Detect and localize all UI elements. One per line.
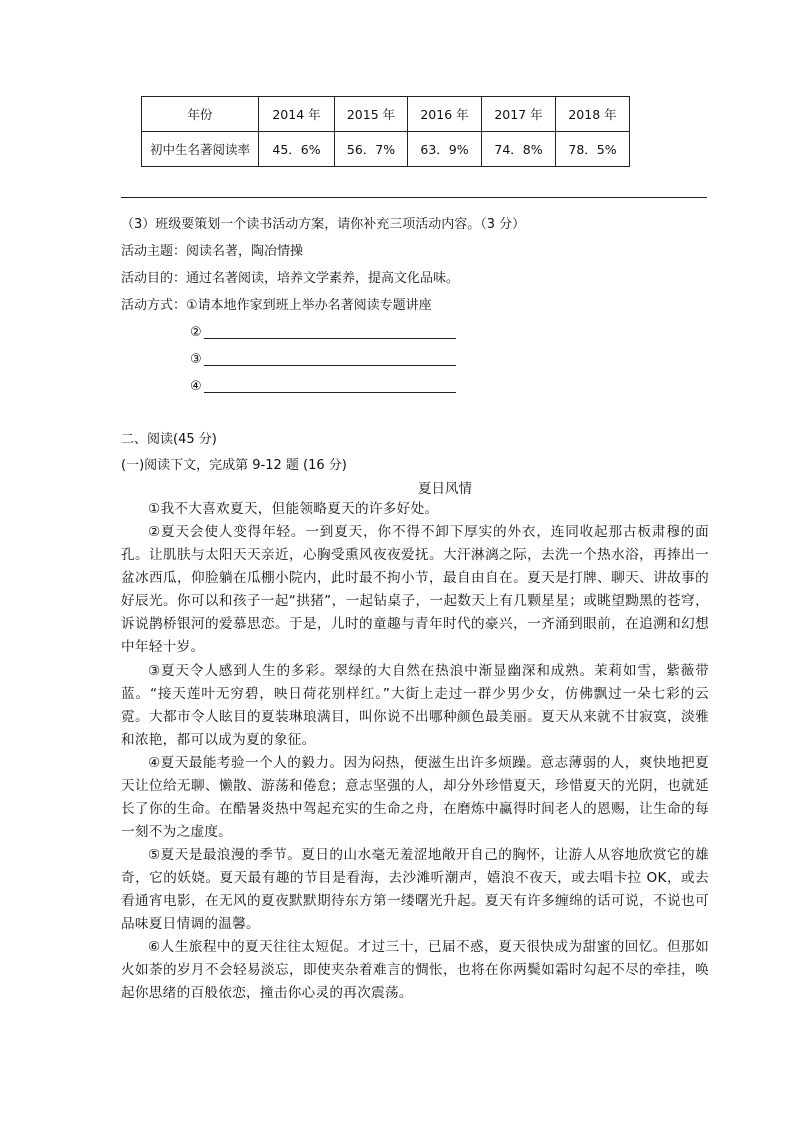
question-3-prompt: （3）班级要策划一个读书活动方案，请你补充三项活动内容。（3 分）: [121, 217, 526, 232]
table-cell: 63．9%: [408, 132, 482, 167]
article-paragraph-5: ⑤夏天是最浪漫的季节。夏日的山水毫无羞涩地敞开自己的胸怀，让游人从容地欣赏它的雄奇，它的妖娆。夏天最有趣的节目是看海，去沙滩听潮声，嬉浪不夜天，或去唱卡拉 OK，或去看通宵电影，在无风的夏夜默默期待东方第一缕曙光升起。夏天有许多缠绵的话可说，不说也可品味夏日情调的温馨。: [121, 847, 709, 932]
section-2-heading: 二、阅读(45 分): [121, 432, 217, 447]
section-divider: [121, 197, 707, 198]
article-paragraph-4: ④夏天最能考验一个人的毅力。因为闷热，便滋生出许多烦躁。意志薄弱的人，爽快地把夏天让位给无聊、懒散、游荡和倦怠；意志坚强的人，却分外珍惜夏天，珍惜夏天的光阴，也就延长了你的生命。在酷暑炎热中驾起充实的生命之舟，在磨炼中赢得时间老人的恩赐，让生命的每一刻不为之虚度。: [121, 755, 709, 840]
table-cell: 初中生名著阅读率: [142, 132, 259, 167]
article-paragraph-2: ②夏天会使人变得年轻。一到夏天，你不得不卸下厚实的外衣，连同收起那古板肃穆的面孔。让肌肤与太阳天天亲近，心胸受熏风夜夜爱抚。大汗淋漓之际，去洗一个热水浴，再捧出一盆冰西瓜，仰脸躺在瓜棚小院内，此时最不拘小节，最自由自在。夏天是打牌、聊天、讲故事的好辰光。你可以和孩子一起“拱猪”，一起钻桌子，一起数天上有几颗星星；或眺望黝黑的苍穹，诉说鹊桥银河的爱慕思恋。于是，儿时的童趣与青年时代的豪兴，一齐涌到眼前，在追溯和幻想中年轻十岁。: [121, 524, 709, 655]
table-header-row: [142, 97, 630, 132]
blank-marker-4: ④: [190, 379, 202, 394]
article-paragraph-6: ⑥人生旅程中的夏天往往太短促。才过三十，已届不惑，夏天很快成为甜蜜的回忆。但那如火如荼的岁月不会轻易淡忘，即使夹杂着难言的惆怅，也将在你两鬓如霜时勾起不尽的牵挂，唤起你思绪的百般依恋，撞击你心灵的再次震荡。: [121, 939, 709, 1001]
answer-blank-3[interactable]: [204, 365, 456, 366]
table-cell: 78．5%: [556, 132, 630, 167]
table-header-cell: 年份: [142, 97, 259, 132]
article-title: 夏日风情: [418, 481, 472, 497]
activity-theme: 活动主题：阅读名著，陶冶情操: [121, 244, 304, 259]
table-row: [142, 132, 630, 167]
reading-passage-instruction: (一)阅读下文，完成第 9-12 题 (16 分): [121, 458, 347, 473]
table-header-cell: 2015 年: [335, 97, 408, 132]
answer-blank-4[interactable]: [204, 392, 456, 393]
table-header-cell: 2018 年: [556, 97, 630, 132]
activity-purpose: 活动目的：通过名著阅读，培养文学素养，提高文化品味。: [121, 271, 460, 286]
table-cell: 45．6%: [259, 132, 335, 167]
table-header-cell: 2017 年: [482, 97, 556, 132]
blank-marker-3: ③: [190, 352, 202, 367]
activity-method: 活动方式：①请本地作家到班上举办名著阅读专题讲座: [121, 298, 432, 313]
article-paragraph-3: ③夏天令人感到人生的多彩。翠绿的大自然在热浪中渐显幽深和成熟。茉莉如雪，紫薇带蓝。“接天莲叶无穷碧，映日荷花别样红。”大街上走过一群少男少女，仿佛飘过一朵七彩的云霓。大都市令人眩目的夏装琳琅满目，叫你说不出哪种颜色最美丽。夏天从来就不甘寂寞，淡雅和浓艳，都可以成为夏的象征。: [121, 663, 709, 748]
table-header-cell: 2014 年: [259, 97, 335, 132]
blank-marker-2: ②: [190, 325, 202, 340]
table-header-cell: 2016 年: [408, 97, 482, 132]
table-cell: 56．7%: [335, 132, 408, 167]
answer-blank-2[interactable]: [204, 338, 456, 339]
table-cell: 74．8%: [482, 132, 556, 167]
article-paragraph-1: ①我不大喜欢夏天，但能领略夏天的许多好处。: [148, 501, 439, 517]
reading-rate-table: [141, 96, 630, 167]
